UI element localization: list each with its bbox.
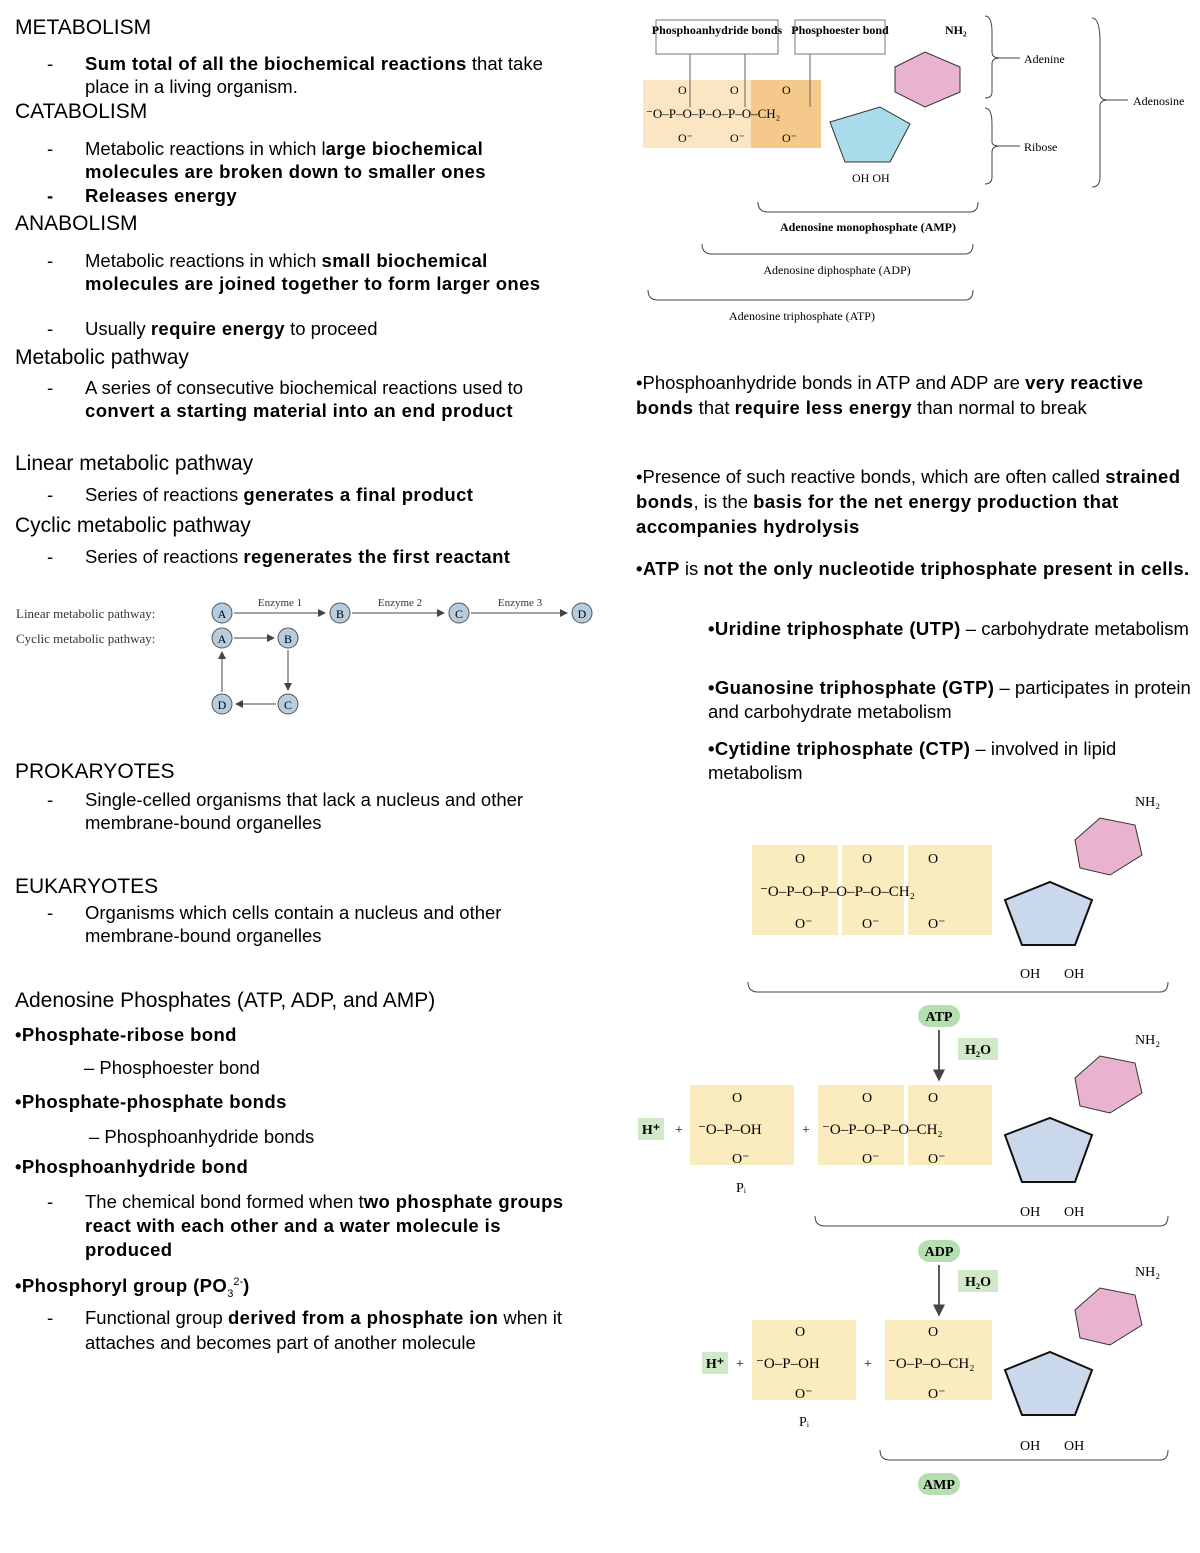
heading-adenosine-phosphates: Adenosine Phosphates (ATP, ADP, and AMP) [15, 989, 436, 1012]
plus-4: + [864, 1357, 872, 1372]
cyclic-node-d [212, 694, 232, 714]
svg-text:O: O [795, 1325, 806, 1340]
ribose-label: Ribose [1024, 140, 1058, 154]
enzyme-1-label: Enzyme 1 [257, 597, 303, 609]
linear-pathway-definition: - Series of reactions generates a final product [47, 484, 474, 505]
svg-text:OH: OH [1020, 1439, 1041, 1454]
adenine-ring [895, 52, 960, 107]
anhydride-bonds-label: Phosphoanhydride bonds [651, 23, 783, 37]
phosphate-pi-2 [752, 1320, 856, 1430]
plus-2: + [802, 1123, 810, 1138]
heading-prokaryotes: PROKARYOTES [15, 760, 175, 783]
svg-text:OH: OH [1020, 1205, 1041, 1220]
svg-text:Pᵢ: Pᵢ [799, 1415, 810, 1430]
svg-text:O⁻: O⁻ [678, 131, 693, 145]
svg-text:⁻O–P–OH: ⁻O–P–OH [698, 1122, 762, 1138]
svg-text:O: O [862, 852, 873, 867]
enzyme-2-label: Enzyme 2 [377, 597, 423, 609]
adenine-label: Adenine [1024, 52, 1065, 66]
svg-text:B: B [335, 607, 345, 621]
heading-anabolism: ANABOLISM [15, 212, 138, 235]
svg-text:O⁻: O⁻ [795, 1387, 813, 1402]
svg-text:⁻O–P–O–P–O–P–O–CH₂: ⁻O–P–O–P–O–P–O–CH₂ [760, 884, 915, 900]
svg-text:OH: OH [1064, 1439, 1085, 1454]
phosphate-ribose-bond: •Phosphate-ribose bond [15, 1024, 237, 1045]
adp-badge-label: ADP [924, 1245, 954, 1260]
svg-text:O: O [862, 1091, 873, 1106]
svg-text:OH: OH [1064, 967, 1085, 982]
svg-text:⁻O–P–O–CH₂: ⁻O–P–O–CH₂ [888, 1356, 975, 1372]
svg-text:O⁻: O⁻ [795, 917, 813, 932]
cyclic-node-a [212, 628, 232, 648]
paragraph-reactive-bonds: •Phosphoanhydride bonds in ATP and ADP are very reactive bonds that require less energy than normal to break [636, 372, 1144, 418]
svg-text:O: O [782, 83, 791, 97]
amp-molecule [885, 1265, 1160, 1454]
svg-text:A: A [217, 607, 227, 621]
anabolism-definition: - Metabolic reactions in which small biochemical molecules are joined together to form larger ones [47, 250, 541, 294]
svg-text:O: O [678, 83, 687, 97]
phosphoester-bond-label: Phosphoester bond [791, 23, 889, 37]
atp-brace [648, 290, 973, 300]
paragraph-strained-bonds: •Presence of such reactive bonds, which are often called strained bonds, is the basis for the net energy production that accompanies hydrolysis [636, 466, 1181, 537]
svg-text:O⁻: O⁻ [782, 131, 797, 145]
phosphoryl-group-definition: - Functional group derived from a phosphate ion when it attaches and becomes part of another molecule [47, 1307, 562, 1353]
svg-text:O⁻: O⁻ [862, 1152, 880, 1167]
h2o-label-2: H₂O [965, 1275, 991, 1290]
enzyme-3-label: Enzyme 3 [497, 597, 543, 609]
svg-text:H⁺: H⁺ [641, 1123, 661, 1138]
phosphoanhydride-bond: •Phosphoanhydride bond [15, 1156, 249, 1177]
svg-text:O⁻: O⁻ [928, 917, 946, 932]
heading-metabolic-pathway: Metabolic pathway [15, 346, 189, 369]
linear-pathway-label: Linear metabolic pathway: [16, 606, 156, 621]
svg-text:D: D [577, 607, 587, 621]
adenosine-label: Adenosine [1133, 94, 1185, 108]
h2o-label-1: H₂O [965, 1043, 991, 1058]
svg-text:OH: OH [1020, 967, 1041, 982]
svg-text:B: B [283, 632, 293, 646]
svg-text:D: D [217, 698, 227, 712]
linear-node-c [449, 603, 469, 623]
catabolism-definition: - Metabolic reactions in which large biochemical molecules are broken down to smaller ones [47, 138, 486, 182]
adp-molecule [818, 1033, 1160, 1220]
plus-3: + [736, 1357, 744, 1372]
plus-1: + [675, 1123, 683, 1138]
cyclic-pathway-definition: - Series of reactions regenerates the first reactant [47, 546, 511, 567]
svg-text:O⁻: O⁻ [732, 1152, 750, 1167]
svg-text:NH₂: NH₂ [1135, 795, 1161, 810]
atp-molecule [752, 795, 1160, 982]
metabolic-pathway-definition: - A series of consecutive biochemical reactions used to convert a starting material into an end product [47, 377, 524, 421]
atp-label: Adenosine triphosphate (ATP) [729, 309, 875, 323]
heading-metabolism: METABOLISM [15, 16, 152, 39]
svg-text:H⁺: H⁺ [705, 1357, 725, 1372]
utp-item: •Uridine triphosphate (UTP) – carbohydrate metabolism [708, 618, 1189, 639]
svg-text:O: O [730, 83, 739, 97]
svg-text:⁻O–P–OH: ⁻O–P–OH [756, 1356, 820, 1372]
linear-node-d [572, 603, 592, 623]
amp-brace [758, 202, 978, 212]
paragraph-other-nucleotides: •ATP is not the only nucleotide triphosphate present in cells. [636, 558, 1190, 579]
svg-text:Pᵢ: Pᵢ [736, 1181, 747, 1196]
cyclic-node-b [278, 628, 298, 648]
cyclic-node-c [278, 694, 298, 714]
svg-text:O: O [928, 1091, 939, 1106]
svg-text:OH: OH [1064, 1205, 1085, 1220]
gtp-item: •Guanosine triphosphate (GTP) – participates in protein and carbohydrate metabolism [708, 677, 1191, 722]
svg-text:NH₂: NH₂ [1135, 1033, 1161, 1048]
atp-structure-figure [640, 12, 1190, 332]
svg-text:O⁻: O⁻ [862, 917, 880, 932]
phosphate-phosphate-bonds: •Phosphate-phosphate bonds [15, 1091, 287, 1112]
prokaryotes-definition: - Single-celled organisms that lack a nucleus and other membrane-bound organelles [47, 789, 524, 833]
phosphoanhydride-bonds: – Phosphoanhydride bonds [89, 1126, 315, 1147]
svg-text:⁻O–P–O–P–O–CH₂: ⁻O–P–O–P–O–CH₂ [822, 1122, 943, 1138]
cyclic-pathway-label: Cyclic metabolic pathway: [16, 631, 156, 646]
metabolism-definition: - Sum total of all the biochemical reactions that take place in a living organism. [47, 53, 543, 97]
svg-text:⁻O–P–O–P–O–P–O–CH₂: ⁻O–P–O–P–O–P–O–CH₂ [646, 106, 781, 121]
svg-text:O: O [732, 1091, 743, 1106]
eukaryotes-definition: - Organisms which cells contain a nucleus and other membrane-bound organelles [47, 902, 502, 946]
phosphate-pi-1 [690, 1085, 794, 1196]
svg-text:O⁻: O⁻ [928, 1152, 946, 1167]
svg-text:O: O [928, 1325, 939, 1340]
linear-node-b [330, 603, 350, 623]
phosphoanhydride-definition: - The chemical bond formed when two phosphate groups react with each other and a water molecule is produced [47, 1191, 564, 1260]
anabolism-energy: - Usually require energy to proceed [47, 318, 378, 339]
linear-node-a [212, 603, 232, 623]
amp-badge-label: AMP [923, 1478, 955, 1493]
atp-badge-label: ATP [925, 1010, 953, 1025]
nh2-label: NH₂ [945, 23, 967, 37]
ribose-ring [830, 107, 910, 162]
heading-linear-pathway: Linear metabolic pathway [15, 452, 254, 475]
heading-eukaryotes: EUKARYOTES [15, 875, 159, 898]
adp-brace [702, 244, 973, 254]
catabolism-energy: - Releases energy [47, 185, 238, 206]
phosphoryl-group: •Phosphoryl group $(PO_3^{2-})$ [15, 1275, 250, 1300]
heading-catabolism: CATABOLISM [15, 100, 148, 123]
adp-label: Adenosine diphosphate (ADP) [763, 263, 911, 277]
svg-text:C: C [283, 698, 293, 712]
amp-label: Adenosine monophosphate (AMP) [779, 220, 957, 234]
heading-cyclic-pathway: Cyclic metabolic pathway [15, 514, 251, 537]
svg-text:C: C [454, 607, 464, 621]
svg-text:O⁻: O⁻ [730, 131, 745, 145]
phosphoester-bond: – Phosphoester bond [84, 1057, 260, 1078]
hydrolysis-figure [630, 790, 1195, 1495]
svg-text:O: O [795, 852, 806, 867]
ribose-oh: OH OH [852, 171, 890, 185]
svg-text:A: A [217, 632, 227, 646]
ctp-item: •Cytidine triphosphate (CTP) – involved in lipid metabolism [708, 738, 1117, 783]
svg-text:O⁻: O⁻ [928, 1387, 946, 1402]
svg-text:NH₂: NH₂ [1135, 1265, 1161, 1280]
pathway-figure [10, 593, 600, 718]
svg-text:O: O [928, 852, 939, 867]
